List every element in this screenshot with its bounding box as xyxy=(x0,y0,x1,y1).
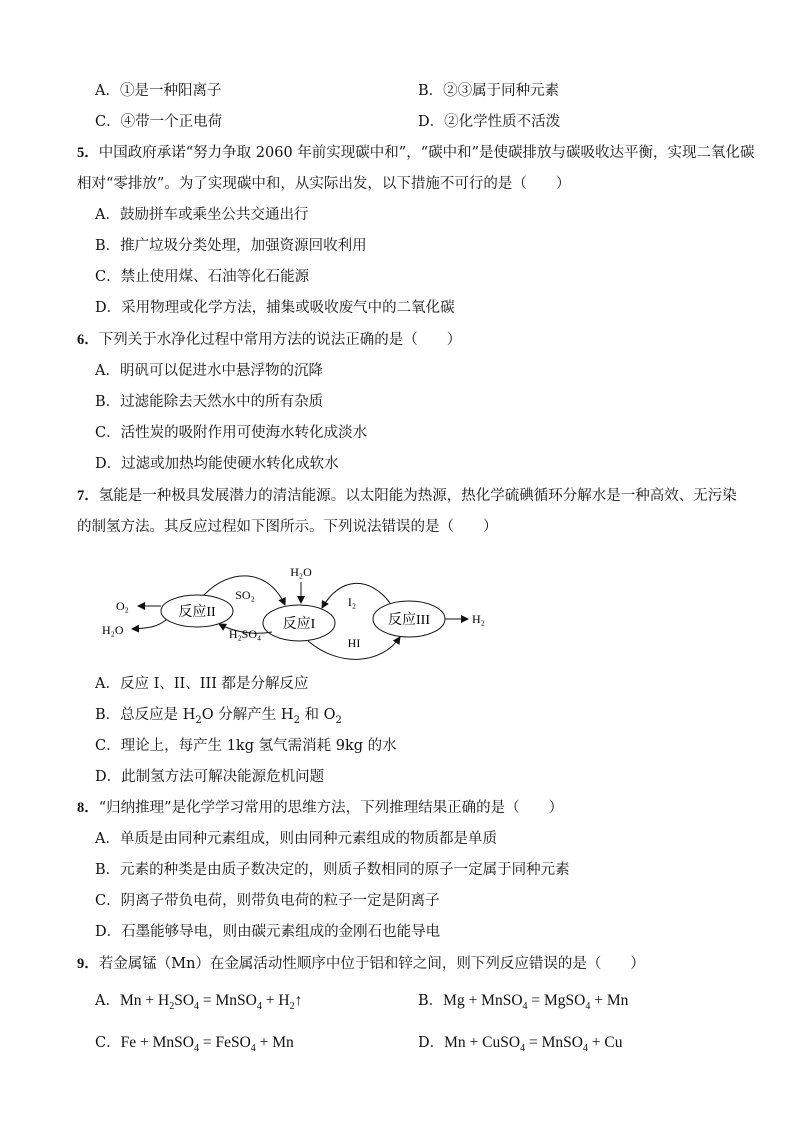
water-output-label: H₂O xyxy=(102,623,124,637)
hi-label: HI xyxy=(347,636,361,650)
q5-option-b: B．推广垃圾分类处理，加强资源回收利用 xyxy=(95,238,367,254)
q9-equation-b: Mg + MnSO$_4$ = MgSO$_4$ + Mn xyxy=(443,992,629,1013)
q5-option-d: D．采用物理或化学方法，捕集或吸收废气中的二氧化碳 xyxy=(95,300,455,316)
reaction-2-label: 反应II xyxy=(178,605,216,620)
reaction-3-label: 反应III xyxy=(388,613,430,628)
o2-output-label: O₂ xyxy=(116,599,129,613)
q5-number: 5． xyxy=(77,145,99,161)
q9-option-c: C．Fe + MnSO$_4$ = FeSO$_4$ + Mn xyxy=(95,1034,294,1055)
q8-option-a: A．单质是由同种元素组成，则由同种元素组成的物质都是单质 xyxy=(95,831,497,847)
water-input-label: H₂O xyxy=(290,565,312,579)
q6-stem: 6．下列关于水净化过程中常用方法的说法正确的是（ ） xyxy=(77,332,462,348)
q7-option-a: A．反应 I、II、III 都是分解反应 xyxy=(95,676,309,692)
q9-equation-a: $Mn + H_2SO_4$ = MnSO$_4$ + $H_2↑$ xyxy=(119,992,303,1013)
q8-number: 8． xyxy=(77,800,99,816)
i2-label: I₂ xyxy=(347,595,357,609)
q4-option-d: D．②化学性质不活泼 xyxy=(418,114,561,130)
q9-stem: 9．若金属锰（Mn）在金属活动性顺序中位于铝和锌之间，则下列反应错误的是（ ） xyxy=(77,956,645,972)
h2so4-label: H₂SO₄ xyxy=(228,627,262,641)
q5-stem-line2: 相对“零排放”。为了实现碳中和，从实际出发，以下措施不可行的是（ ） xyxy=(77,176,571,192)
q8-option-d: D．石墨能够导电，则由碳元素组成的金刚石也能导电 xyxy=(95,924,441,940)
q7-number: 7． xyxy=(77,488,99,504)
so2-label: SO₂ xyxy=(235,588,255,602)
q9-option-a: A．$Mn + H_2SO_4$ = MnSO$_4$ + $H_2↑$ xyxy=(95,992,303,1013)
reaction-cycle-diagram xyxy=(100,556,500,662)
water-output-arrow xyxy=(132,620,166,629)
q6-option-d: D．过滤或加热均能使硬水转化成软水 xyxy=(95,456,339,472)
q7-option-b: B．总反应是 $H_2O$ 分解产生 $H_2$ 和 $O_2$ xyxy=(95,707,342,726)
q6-option-b: B．过滤能除去天然水中的所有杂质 xyxy=(95,394,324,410)
reaction-1-label: 反应I xyxy=(282,617,316,632)
h2-output-label: H₂ xyxy=(472,612,485,626)
q5-option-a: A．鼓励拼车或乘坐公共交通出行 xyxy=(95,207,309,223)
q6-option-a: A．明矾可以促进水中悬浮物的沉降 xyxy=(95,363,323,379)
q6-number: 6． xyxy=(77,332,99,348)
q4-option-a: A．①是一种阳离子 xyxy=(95,83,222,99)
q7-option-c: C．理论上，每产生 1kg 氢气需消耗 9kg 的水 xyxy=(95,738,397,754)
q4-option-b: B．②③属于同种元素 xyxy=(418,83,560,99)
q4-option-c: C．④带一个正电荷 xyxy=(95,114,223,130)
q8-option-b: B．元素的种类是由质子数决定的，则质子数相同的原子一定属于同种元素 xyxy=(95,862,570,878)
q8-option-c: C．阴离子带负电荷，则带负电荷的粒子一定是阴离子 xyxy=(95,893,440,909)
q7-stem-line2: 的制氢方法。其反应过程如下图所示。下列说法错误的是（ ） xyxy=(77,519,498,535)
q9-number: 9． xyxy=(77,956,99,972)
q5-option-c: C．禁止使用煤、石油等化石能源 xyxy=(95,269,310,285)
q8-stem: 8．“归纳推理”是化学学习常用的思维方法，下列推理结果正确的是（ ） xyxy=(77,800,564,816)
q9-equation-d: Mn + CuSO$_4$ = MnSO$_4$ + Cu xyxy=(444,1034,623,1055)
q9-option-d: D．Mn + CuSO$_4$ = MnSO$_4$ + Cu xyxy=(418,1034,623,1055)
q6-option-c: C．活性炭的吸附作用可使海水转化成淡水 xyxy=(95,425,368,441)
q7-stem-line1: 7．氢能是一种极具发展潜力的清洁能源。以太阳能为热源，热化学硫碘循环分解水是一种高效、无污染 xyxy=(77,488,737,504)
q7-option-d: D．此制氢方法可解决能源危机问题 xyxy=(95,769,325,785)
q9-option-b: B．Mg + MnSO$_4$ = MgSO$_4$ + Mn xyxy=(418,992,629,1013)
q9-equation-c: Fe + MnSO$_4$ = FeSO$_4$ + Mn xyxy=(120,1034,294,1055)
q5-stem-line1: 5．中国政府承诺“努力争取 2060 年前实现碳中和”，“碳中和”是使碳排放与碳吸收达平衡，实现二氧化碳 xyxy=(77,145,755,161)
